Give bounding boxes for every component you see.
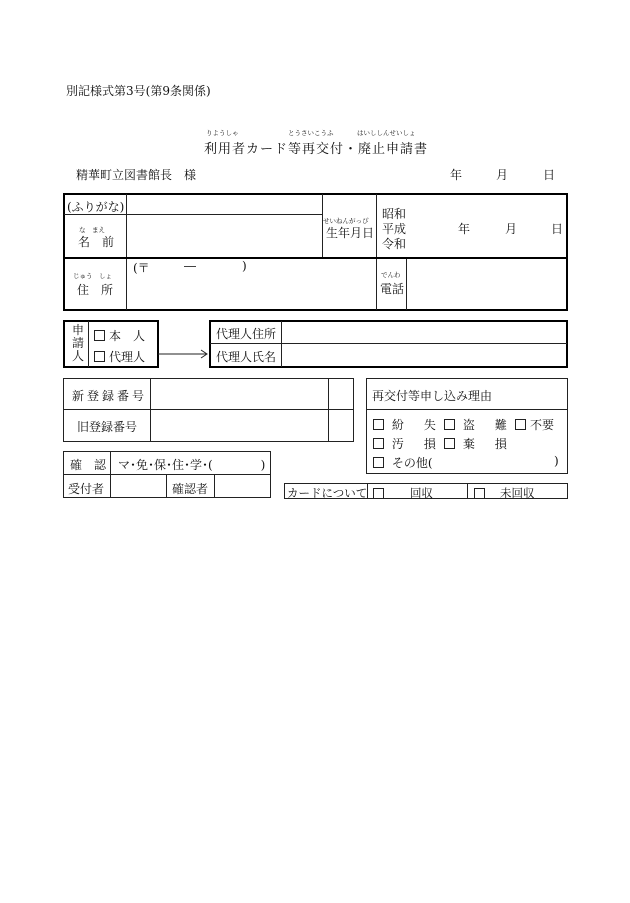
card-not-collected[interactable] <box>474 485 534 501</box>
form-number: 別記様式第3号(第9条関係) <box>66 84 211 98</box>
reason-stolen[interactable] <box>444 416 511 433</box>
old-registration-field[interactable] <box>152 411 327 440</box>
self-label: 本 人 <box>109 329 146 343</box>
new-registration-label: 新登録番号 <box>72 389 148 403</box>
era-showa[interactable]: 昭和 <box>382 207 407 221</box>
checkbox-icon <box>373 419 384 430</box>
checker-label: 確認者 <box>172 482 209 496</box>
title-ruby-tousaikoufu: とうさいこうふ <box>288 129 334 137</box>
confirm-label: 確 認 <box>70 458 107 472</box>
postal-suffix: ) <box>242 259 247 273</box>
phone-field[interactable] <box>408 260 566 308</box>
address-label: 住 所 <box>77 283 114 297</box>
reason-damaged[interactable] <box>444 435 511 452</box>
card-collected[interactable] <box>373 485 433 501</box>
addressee: 精華町立図書館長 様 <box>76 168 197 182</box>
birth-ruby: せいねんがっぴ <box>323 217 369 225</box>
reason-other-label: その他( <box>391 456 433 470</box>
address-field[interactable] <box>128 260 374 308</box>
old-registration-label: 旧登録番号 <box>77 420 138 434</box>
birth-year: 年 <box>458 222 471 236</box>
confirm-options[interactable]: マ･免･保･住･学･( ) <box>118 458 266 472</box>
date-year: 年 <box>450 168 463 182</box>
checkbox-icon <box>373 488 384 499</box>
agent-address-label: 代理人住所 <box>216 327 277 341</box>
era-reiwa[interactable]: 令和 <box>382 237 407 251</box>
reason-stolen-label: 盗 難 <box>462 418 511 432</box>
address-ruby: じゅう しょ <box>73 272 112 280</box>
birth-label: 生年月日 <box>326 226 375 240</box>
card-not-collected-label: 未回収 <box>499 486 535 500</box>
checkbox-icon <box>444 419 455 430</box>
agent-name-field[interactable] <box>283 345 566 366</box>
self-checkbox[interactable] <box>94 327 145 344</box>
applicant-label: 申請人 <box>72 323 85 363</box>
phone-label: 電話 <box>380 282 405 296</box>
name-field[interactable] <box>128 216 320 256</box>
birth-month: 月 <box>505 222 518 236</box>
postal-dash: ― <box>184 259 196 273</box>
reason-title: 再交付等申し込み理由 <box>372 389 493 403</box>
reason-other[interactable] <box>373 454 433 471</box>
arrow-right-icon <box>158 349 210 359</box>
title-ruby-haishishinseisho: はいししんせいしょ <box>357 129 416 137</box>
name-ruby: な まえ <box>79 226 105 234</box>
postal-prefix: (〒 <box>133 261 150 275</box>
checkbox-icon <box>373 457 384 468</box>
reason-other-close: ) <box>554 454 559 468</box>
receiver-label: 受付者 <box>68 482 105 496</box>
reason-unneeded-label: 不要 <box>530 418 555 432</box>
page-title: 利用者カード等再交付・廃止申請書 <box>204 142 429 157</box>
checkbox-icon <box>373 438 384 449</box>
agent-name-label: 代理人氏名 <box>216 350 277 364</box>
checkbox-icon <box>444 438 455 449</box>
reason-damaged-label: 棄 損 <box>462 437 511 451</box>
reason-soiled[interactable] <box>373 435 440 452</box>
agent-label: 代理人 <box>109 350 146 364</box>
checkbox-icon <box>515 419 526 430</box>
checkbox-icon <box>474 488 485 499</box>
phone-ruby: でんわ <box>381 271 401 279</box>
checker-field[interactable] <box>216 476 269 496</box>
birth-day: 日 <box>551 222 564 236</box>
date-month: 月 <box>496 168 509 182</box>
agent-checkbox[interactable] <box>94 348 145 365</box>
furigana-field[interactable] <box>128 195 320 213</box>
title-ruby-riyousha: りようしゃ <box>206 129 239 137</box>
new-registration-field[interactable] <box>152 380 327 408</box>
reason-soiled-label: 汚 損 <box>391 437 440 451</box>
reason-unneeded[interactable] <box>515 416 554 433</box>
furigana-label: (ふりがな) <box>67 200 125 214</box>
date-day: 日 <box>543 168 556 182</box>
name-label: 名 前 <box>78 235 115 249</box>
card-collected-label: 回収 <box>409 486 433 500</box>
card-label: カードについて <box>287 486 368 500</box>
era-heisei[interactable]: 平成 <box>382 222 407 236</box>
checkbox-icon <box>94 330 105 341</box>
reason-lost[interactable] <box>373 416 440 433</box>
agent-address-field[interactable] <box>283 322 566 342</box>
checkbox-icon <box>94 351 105 362</box>
reason-lost-label: 紛 失 <box>391 418 440 432</box>
receiver-field[interactable] <box>112 476 165 496</box>
